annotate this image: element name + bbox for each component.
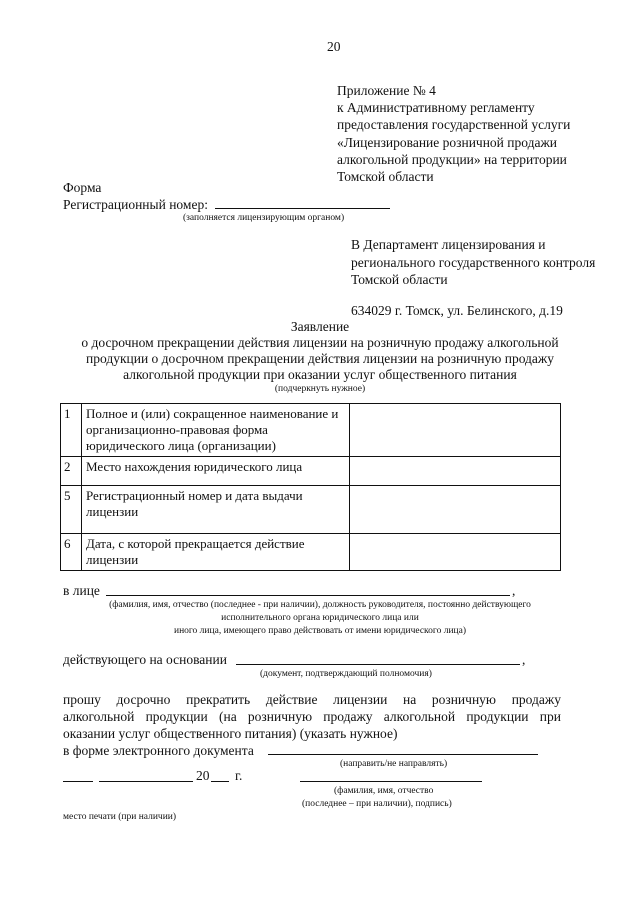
request-word: розничную <box>247 709 313 724</box>
row-value-field[interactable] <box>350 486 561 534</box>
request-line-3: оказании услуг общественного питания) (указать нужное) <box>63 726 398 741</box>
addressee-line: В Департамент лицензирования и <box>351 237 546 252</box>
addressee-block <box>351 236 595 289</box>
row-number: 1 <box>61 404 82 457</box>
request-word: продажу <box>323 709 373 724</box>
electronic-note: (направить/не направлять) <box>340 759 448 769</box>
basis-line[interactable] <box>236 664 520 665</box>
appendix-block <box>337 82 570 185</box>
date-month-line[interactable] <box>99 781 193 782</box>
page-number: 20 <box>327 39 341 54</box>
date-year-line[interactable] <box>211 781 229 782</box>
statement-line: продукции о досрочном прекращении действия лицензии на розничную продажу <box>85 351 554 366</box>
request-word: действие <box>265 692 318 707</box>
appendix-line: к Административному регламенту <box>337 100 535 116</box>
row-number: 6 <box>61 534 82 571</box>
stamp-place-label: место печати (при наличии) <box>63 812 177 822</box>
table-row <box>61 404 561 457</box>
request-line-2 <box>63 708 561 725</box>
signature-note: (фамилия, имя, отчество <box>334 786 434 796</box>
appendix-line: алкогольной продукции» на территории <box>337 151 567 167</box>
row-label: Дата, с которой прекращается действие лицензии <box>82 534 350 571</box>
signature-note: (последнее – при наличии), подпись) <box>302 799 452 809</box>
request-word: продукции <box>145 709 208 724</box>
request-word: алкогольной <box>63 709 135 724</box>
signature-line[interactable] <box>300 781 482 782</box>
date-year-prefix: 20 <box>196 768 210 783</box>
request-word: прекратить <box>186 692 251 707</box>
date-day-line[interactable] <box>63 781 93 782</box>
row-label: Регистрационный номер и дата выдачи лицензии <box>82 486 350 534</box>
row-value-field[interactable] <box>350 404 561 457</box>
appendix-line: Приложение № 4 <box>337 83 436 98</box>
statement-line: алкогольной продукции при оказании услуг общественного питания <box>123 367 517 382</box>
appendix-line: предоставления государственной услуги <box>337 117 571 133</box>
statement-line: о досрочном прекращении действия лицензии на розничную продажу алкогольной <box>81 335 559 350</box>
basis-label: действующего на основании <box>63 652 227 667</box>
request-word: лицензии <box>333 692 388 707</box>
addressee-line: Томской области <box>351 272 448 287</box>
row-value-field[interactable] <box>350 457 561 486</box>
row-number: 2 <box>61 457 82 486</box>
basis-note: (документ, подтверждающий полномочия) <box>260 669 432 679</box>
request-line-1 <box>63 691 561 708</box>
row-value-field[interactable] <box>350 534 561 571</box>
reg-number-note: (заполняется лицензирующим органом) <box>183 213 345 223</box>
reg-number-label: Регистрационный номер: <box>63 197 208 212</box>
in-person-comma: , <box>512 583 516 598</box>
in-person-note: исполнительного органа юридического лица или <box>221 613 419 623</box>
in-person-line[interactable] <box>106 595 510 596</box>
addressee-line: регионального государственного контроля <box>351 254 596 270</box>
appendix-line: «Лицензирование розничной продажи <box>337 134 558 150</box>
table-row <box>61 486 561 534</box>
form-label: Форма <box>63 180 102 195</box>
statement-title: Заявление <box>290 319 350 334</box>
electronic-label: в форме электронного документа <box>63 743 254 758</box>
electronic-line[interactable] <box>268 754 538 755</box>
in-person-label: в лице <box>63 583 100 598</box>
date-year-suffix: г. <box>235 768 243 783</box>
reg-number-line <box>215 208 390 209</box>
in-person-note: иного лица, имеющего право действовать от имени юридического лица) <box>173 626 467 636</box>
in-person-note: (фамилия, имя, отчество (последнее - при наличии), должность руководителя, постоянно действующего <box>109 600 531 610</box>
request-word: на <box>402 692 417 707</box>
appendix-line: Томской области <box>337 169 434 185</box>
row-number: 5 <box>61 486 82 534</box>
row-label: Полное и (или) сокращенное наименование и организационно-правовая форма юридического лица (организации) <box>82 404 350 457</box>
application-table <box>60 403 561 571</box>
request-word: при <box>539 709 561 724</box>
request-word: продукции <box>466 709 529 724</box>
statement-note: (подчеркнуть нужное) <box>274 384 366 394</box>
request-word: продажу <box>511 692 561 707</box>
table-row <box>61 534 561 571</box>
request-word: алкогольной <box>383 709 456 724</box>
request-word: (на <box>218 709 237 724</box>
table-row <box>61 457 561 486</box>
request-word: досрочно <box>116 692 171 707</box>
request-word: прошу <box>63 692 101 707</box>
request-word: розничную <box>431 692 497 707</box>
row-label: Место нахождения юридического лица <box>82 457 350 486</box>
addressee-address: 634029 г. Томск, ул. Белинского, д.19 <box>351 303 563 318</box>
basis-comma: , <box>522 652 526 667</box>
